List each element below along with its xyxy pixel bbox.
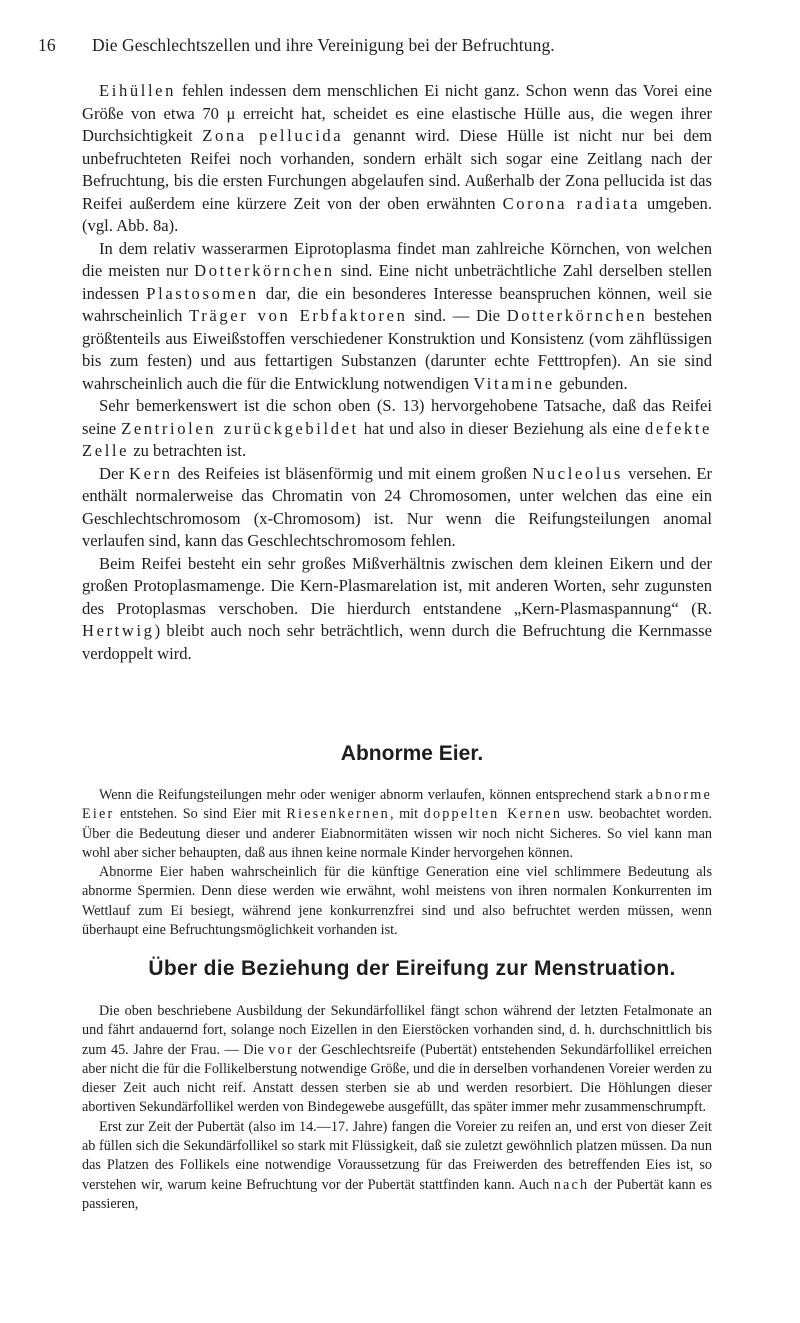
running-head-title: Die Geschlechtszellen und ihre Vereinigung bei der Befruchtung. xyxy=(92,35,555,55)
section-heading-menstruation: Über die Beziehung der Eireifung zur Menstruation. xyxy=(148,957,676,980)
text-run: Beim Reifei besteht ein sehr großes Mißverhältnis zwischen dem kleinen Eikern und der großen Protoplasmamenge. Die Kern-Plasmarelation ist, mit anderen Worten, sehr zugunsten des Protoplasmas verschoben. Die hierdurch entstandene „Kern-Plasmaspannung“ (R. xyxy=(82,553,712,618)
section-heading-abnorme-eier: Abnorme Eier. xyxy=(340,742,484,765)
paragraph xyxy=(82,553,712,666)
paragraph xyxy=(82,786,712,863)
text-run: sind. Eine nicht unbeträchtliche Zahl derselben stellen indessen xyxy=(82,261,712,303)
text-run: fehlen indessen dem menschlichen Ei nicht ganz. Schon wenn das Vorei eine Größe von etwa 70 μ erreicht hat, scheidet es eine elastische Hülle aus, die wegen ihrer Durchsichtigkeit xyxy=(82,81,712,145)
section-menstruation xyxy=(82,1002,712,1214)
text-run: entstehen. So sind Eier mit xyxy=(114,806,287,823)
spaced-term: Nucleolus xyxy=(532,463,623,483)
text-run: versehen. Er enthält normalerweise das Chromatin von 24 Chromosomen, unter welchen das eine ein Geschlechtschromosom (x-Chromosom) ist. Nur wenn die Reifungsteilungen anomal verlaufen sind, kann das Geschlechtschromosom fehlen. xyxy=(82,463,713,550)
text-run: zu betrachten ist. xyxy=(129,441,247,460)
paragraph xyxy=(82,1118,712,1214)
text-run: dar, die ein besonderes Interesse beanspruchen können, weil sie wahrscheinlich xyxy=(82,283,712,325)
text-run: Die oben beschriebene Ausbildung der Sekundärfollikel fängt schon während der letzten Fetalmonate an und fährt andauernd fort, solange noch Eizellen in den Eierstöcken vorhanden sind, d. h. durchschnittlich bis zum 45. Jahre der Frau. — Die xyxy=(82,1003,712,1058)
section-abnorme-eier xyxy=(82,786,712,940)
text-run: bestehen größtenteils aus Eiweißstoffen verschiedener Konstruktion und Konsistenz (vom zähflüssigen bis zum festen) und aus fettartigen Substanzen (darunter echte Fetttropfen). An sie sind wahrscheinlich auch die für die Entwicklung notwendigen xyxy=(82,306,713,393)
spaced-term: Träger von Erbfaktoren xyxy=(189,306,408,325)
paragraph xyxy=(82,395,712,463)
spaced-term: Dotterkörnchen xyxy=(506,306,648,325)
text-run: Der xyxy=(99,463,130,483)
text-run: Erst zur Zeit der Pubertät (also im 14.—17. Jahre) fangen die Voreier zu reifen an, und erst von dieser Zeit ab füllen sich die Sekundärfollikel so stark mit Flüssigkeit, daß sie zuletzt gewöhnlich platzen müssen. Da nun das Platzen des Follikels eine notwendige Voraussetzung für das Freiwerden des betreffenden Eies ist, so verstehen wir, warum keine Befruchtung vor der Pubertät stattfinden kann. Auch xyxy=(82,1118,712,1193)
spaced-term: Kern xyxy=(129,463,173,483)
paragraph xyxy=(82,463,712,553)
spaced-term: Dotterkörnchen xyxy=(194,261,335,280)
text-run: sind. — Die xyxy=(407,306,507,325)
text-run: Abnorme Eier haben wahrscheinlich für die künftige Generation eine viel schlimmere Bedeutung als abnorme Spermien. Denn diese werden wie erwähnt, wohl meistens von ihren normalen Konkurrenten im Wettlauf zum Ei besiegt, während jene konkurrenzfrei sind und also befruchtet werden müssen, wenn überhaupt eine Befruchtungsmöglichkeit vorhanden ist. xyxy=(82,864,712,939)
spaced-term: Hertwig xyxy=(82,621,155,640)
text-run: der Pubertät kann es passieren, xyxy=(82,1176,712,1212)
spaced-term: abnorme Eier xyxy=(82,787,712,823)
text-run: Sehr bemerkenswert ist die schon oben (S. 13) hervorgehobene Tatsache, daß das Reifei seine xyxy=(82,396,712,438)
spaced-term: Plastosomen xyxy=(146,283,259,303)
spaced-term: vor xyxy=(268,1041,294,1058)
paragraph xyxy=(82,238,712,396)
spaced-term: Riesenkernen xyxy=(286,806,390,823)
paragraph xyxy=(82,1002,712,1118)
text-run: In dem relativ wasserarmen Eiprotoplasma findet man zahlreiche Körnchen, von welchen die meisten nur xyxy=(82,238,712,280)
page-number: 16 xyxy=(38,35,56,55)
running-head xyxy=(0,0,800,60)
section-eihuellen xyxy=(82,80,712,665)
spaced-term: doppelten Kernen xyxy=(423,806,563,823)
text-run: des Reifeies ist bläsenförmig und mit einem großen xyxy=(172,463,533,483)
paragraph xyxy=(82,80,712,238)
spaced-term: defekte Zelle xyxy=(82,418,712,460)
text-run: umgeben. (vgl. Abb. 8a). xyxy=(82,193,712,235)
spaced-term: Corona radiata xyxy=(502,193,641,213)
text-run: hat und also in dieser Beziehung als eine xyxy=(358,418,645,438)
text-run: , mit xyxy=(389,806,424,823)
text-run: genannt wird. Diese Hülle ist nicht nur bei dem unbefruchteten Reifei noch vorhanden, sondern erhält sich sogar eine Zeitlang nach der Befruchtung, bis die ersten Furchungen abgelaufen sind. Außerhalb der Zona pellucida ist das Reifei außerdem eine kürzere Zeit von der oben erwähnten xyxy=(82,126,712,213)
spaced-term: Zona pellucida xyxy=(202,126,344,145)
text-run: ) bleibt auch noch sehr beträchtlich, wenn durch die Befruchtung die Kernmasse verdoppelt wird. xyxy=(82,621,712,663)
text-run: gebunden. xyxy=(554,373,628,393)
spaced-term: nach xyxy=(553,1176,590,1193)
spaced-term: Eihüllen xyxy=(99,81,177,100)
text-run: der Geschlechtsreife (Pubertät) entstehenden Sekundärfollikel erreichen aber nicht die für die Follikelberstung notwendige Größe, und die in derselben vorhandenen Voreier werden zu dieser Zeit auch nicht reif. Anstatt dessen sterben sie ab und werden resorbiert. Die Höhlungen dieser abortiven Sekundärfollikel werden von Bindegewebe ausgefüllt, das später immer mehr zusammenschrumpft. xyxy=(82,1041,712,1116)
spaced-term: Vitamine xyxy=(473,373,555,393)
paragraph xyxy=(82,863,712,940)
spaced-term: Zentriolen zurückgebildet xyxy=(121,418,359,438)
text-run: Wenn die Reifungsteilungen mehr oder weniger abnorm verlaufen, können entsprechend stark xyxy=(99,787,647,803)
text-run: usw. beobachtet worden. Über die Bedeutung dieser und anderer Eiabnormitäten wissen wir noch nicht Sicheres. So viel kann man wohl aber sicher behaupten, daß aus ihnen keine normale Kinder hervorgehen können. xyxy=(82,806,712,861)
